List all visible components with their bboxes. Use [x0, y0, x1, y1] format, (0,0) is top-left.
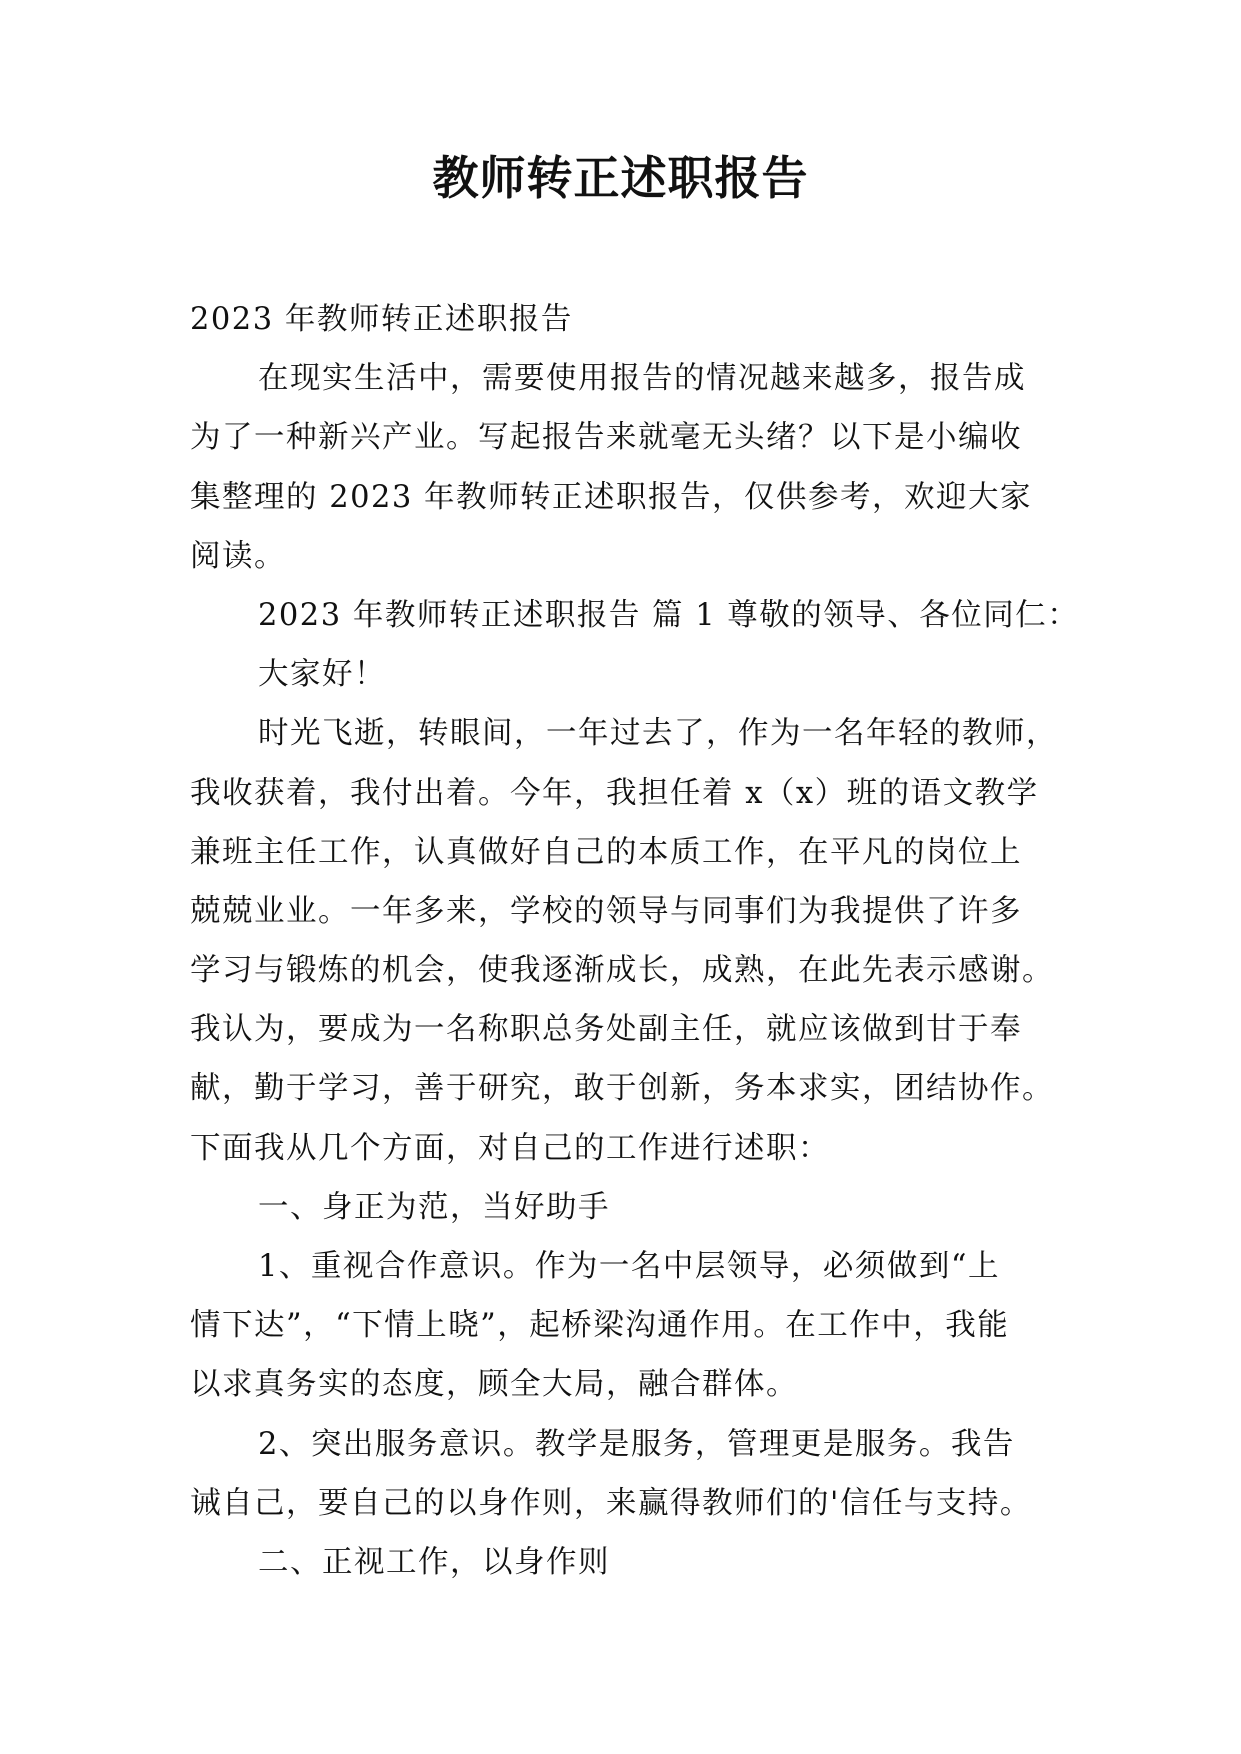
body-line-5: 阅读。 [190, 538, 286, 574]
document-body [190, 290, 1080, 1592]
body-line-8: 时光飞逝，转眼间，一年过去了，作为一名年轻的教师， [258, 716, 1058, 752]
body-line-15: 下面我从几个方面，对自己的工作进行述职： [190, 1130, 830, 1166]
body-line-14: 献，勤于学习，善于研究，敢于创新，务本求实，团结协作。 [190, 1071, 1054, 1107]
section-heading-1: 一、身正为范，当好助手 [258, 1189, 610, 1225]
body-line-12: 学习与锻炼的机会，使我逐渐成长，成熟，在此先表示感谢。 [190, 953, 1054, 989]
body-line-20: 2、突出服务意识。教学是服务，管理更是服务。我告 [258, 1426, 1015, 1462]
body-line-2: 在现实生活中，需要使用报告的情况越来越多，报告成 [258, 361, 1026, 397]
section-heading-2: 二、正视工作，以身作则 [258, 1544, 610, 1580]
page-title: 教师转正述职报告 [432, 151, 809, 205]
body-line-10: 兼班主任工作，认真做好自己的本质工作，在平凡的岗位上 [190, 834, 1022, 870]
body-line-19: 以求真务实的态度，顾全大局，融合群体。 [190, 1367, 798, 1403]
body-line-6: 2023 年教师转正述职报告 篇 1 尊敬的领导、各位同仁： [258, 597, 1080, 633]
body-line-13: 我认为，要成为一名称职总务处副主任，就应该做到甘于奉 [190, 1012, 1022, 1048]
body-line-9: 我收获着，我付出着。今年，我担任着 x（x）班的语文教学 [190, 775, 1039, 811]
body-line-4: 集整理的 2023 年教师转正述职报告，仅供参考，欢迎大家 [190, 479, 1033, 515]
body-line-7: 大家好！ [258, 657, 386, 693]
body-line-3: 为了一种新兴产业。写起报告来就毫无头绪？以下是小编收 [190, 420, 1022, 456]
body-line-21: 诫自己，要自己的以身作则，来赢得教师们的'信任与支持。 [190, 1485, 1032, 1521]
body-line-17: 1、重视合作意识。作为一名中层领导，必须做到“上 [258, 1249, 1000, 1284]
body-line-18: 情下达”，“下情上晓”，起桥梁沟通作用。在工作中，我能 [190, 1308, 1010, 1344]
body-line-11: 兢兢业业。一年多来，学校的领导与同事们为我提供了许多 [190, 893, 1022, 929]
body-line-1: 2023 年教师转正述职报告 [190, 302, 573, 337]
